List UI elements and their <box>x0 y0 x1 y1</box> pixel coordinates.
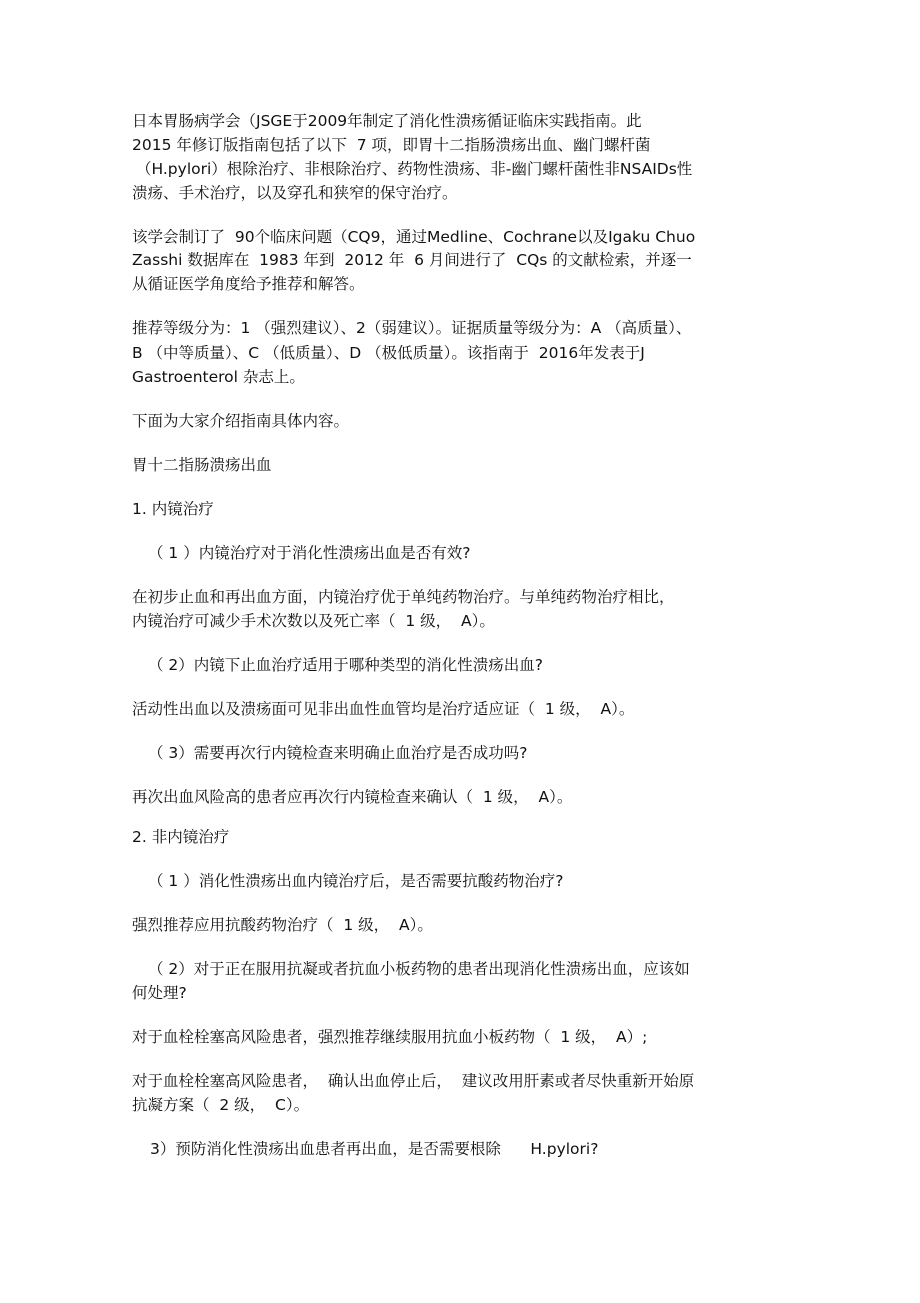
sub1-question-2: （ 2）内镜下止血治疗适用于哪种类型的消化性溃疡出血? <box>148 656 544 674</box>
intro-p1-line4: 溃疡、手术治疗，以及穿孔和狭窄的保守治疗。 <box>132 184 458 202</box>
sub2-answer-2b-line1: 对于血栓栓塞高风险患者， 确认出血停止后， 建议改用肝素或者尽快重新开始原 <box>132 1072 695 1090</box>
sub2-answer-2b-line2: 抗凝方案（ 2 级， C）。 <box>132 1096 310 1114</box>
sub1-question-1: （ 1 ）内镜治疗对于消化性溃疡出血是否有效? <box>148 544 471 562</box>
intro-p4: 下面为大家介绍指南具体内容。 <box>132 412 350 430</box>
sub2-answer-1: 强烈推荐应用抗酸药物治疗（ 1 级， A）。 <box>132 916 433 934</box>
intro-p2-line1: 该学会制订了 90个临床问题（CQ9，通过Medline、Cochrane以及Igaku Chuo <box>132 228 696 246</box>
sub2-question-2-line1: （ 2）对于正在服用抗凝或者抗血小板药物的患者出现消化性溃疡出血，应该如 <box>148 960 690 978</box>
sub1-answer-2: 活动性出血以及溃疡面可见非出血性血管均是治疗适应证（ 1 级， A）。 <box>132 700 635 718</box>
intro-p3-line1: 推荐等级分为：1 （强烈建议）、2（弱建议）。证据质量等级分为：A （高质量）、 <box>132 319 692 337</box>
intro-p2-line3: 从循证医学角度给予推荐和解答。 <box>132 275 365 293</box>
sub2-heading: 2. 非内镜治疗 <box>132 828 230 846</box>
section-title: 胃十二指肠溃疡出血 <box>132 456 272 474</box>
sub2-answer-2a: 对于血栓栓塞高风险患者，强烈推荐继续服用抗血小板药物（ 1 级， A）; <box>132 1028 648 1046</box>
sub2-question-3: 3）预防消化性溃疡出血患者再出血，是否需要根除 H.pylori? <box>150 1140 599 1158</box>
sub1-question-3: （ 3）需要再次行内镜检查来明确止血治疗是否成功吗? <box>148 744 528 762</box>
sub2-question-2-line2: 何处理? <box>132 984 187 1002</box>
intro-p3-line2: B （中等质量）、C （低质量）、D （极低质量）。该指南于 2016年发表于J <box>132 344 645 362</box>
intro-p3-line3: Gastroenterol 杂志上。 <box>132 368 305 386</box>
intro-p2-line2: Zasshi 数据库在 1983 年到 2012 年 6 月间进行了 CQs 的文献检索，并逐一 <box>132 251 692 269</box>
sub1-answer-3: 再次出血风险高的患者应再次行内镜检查来确认（ 1 级， A）。 <box>132 788 573 806</box>
intro-p1-line3: （H.pylori）根除治疗、非根除治疗、药物性溃疡、非-幽门螺杆菌性非NSAIDs性 <box>136 160 693 178</box>
intro-p1-line1: 日本胃肠病学会（JSGE于2009年制定了消化性溃疡循证临床实践指南。此 <box>132 112 642 130</box>
sub2-question-1: （ 1 ）消化性溃疡出血内镜治疗后，是否需要抗酸药物治疗? <box>148 872 564 890</box>
intro-p1-line2: 2015 年修订版指南包括了以下 7 项，即胃十二指肠溃疡出血、幽门螺杆菌 <box>132 136 651 154</box>
sub1-answer-1-line1: 在初步止血和再出血方面，内镜治疗优于单纯药物治疗。与单纯药物治疗相比， <box>132 588 675 606</box>
sub1-answer-1-line2: 内镜治疗可减少手术次数以及死亡率（ 1 级， A）。 <box>132 612 495 630</box>
sub1-heading: 1. 内镜治疗 <box>132 500 214 518</box>
